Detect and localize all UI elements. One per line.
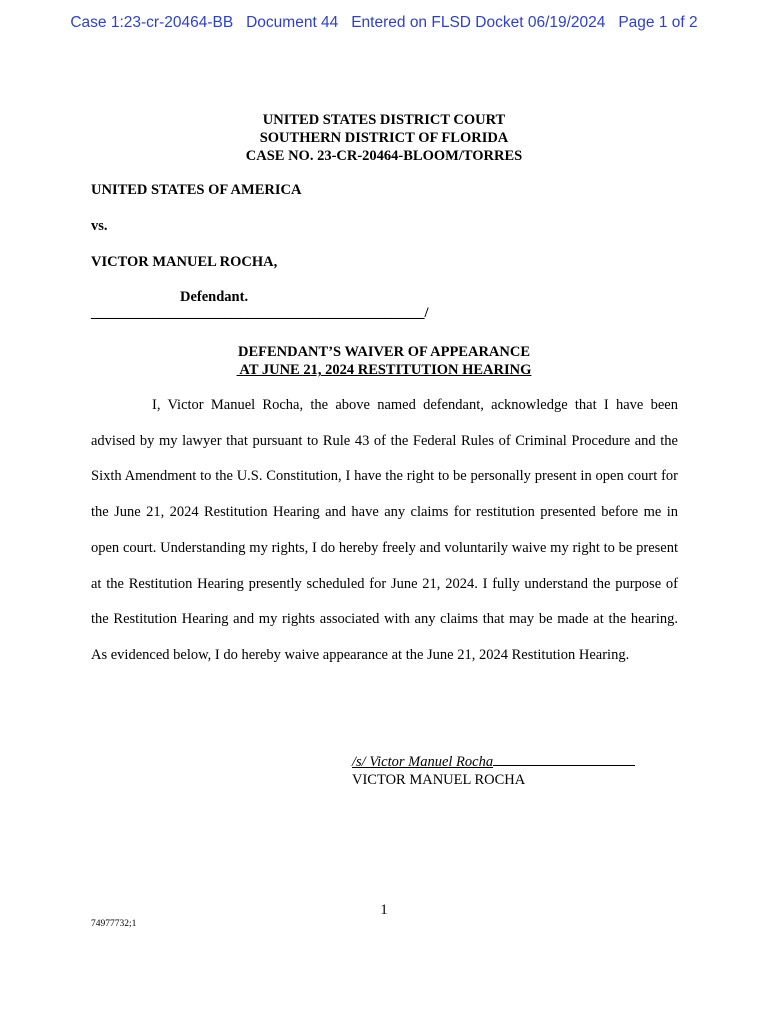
case-number: CASE NO. 23-CR-20464-BLOOM/TORRES xyxy=(245,148,523,164)
versus-label: vs. xyxy=(91,218,108,234)
electronic-signature: /s/ Victor Manuel Rocha xyxy=(352,754,494,770)
page-number: 1 xyxy=(380,902,388,918)
caption-divider: ______________________________________________/ xyxy=(91,305,429,321)
signature-rule xyxy=(493,753,635,766)
waiver-body xyxy=(91,388,678,674)
plaintiff-name: UNITED STATES OF AMERICA xyxy=(91,182,302,198)
signature-line xyxy=(352,753,635,771)
docket-header: Case 1:23-cr-20464-BB Document 44 Entered on FLSD Docket 06/19/2024 Page 1 of 2 xyxy=(70,14,698,31)
signer-name: VICTOR MANUEL ROCHA xyxy=(352,772,526,788)
waiver-paragraph: I, Victor Manuel Rocha, the above named defendant, acknowledge that I have been advised by my lawyer that pursuant to Rule 43 of the Federal Rules of Criminal Procedure and the Sixth Amendment to the U.S. Constitution, I have the right to be personally present in open court for the June 21, 2024 Restitution Hearing and have any claims for restitution presented before me in open court. Understanding my rights, I do hereby freely and voluntarily waive my right to be present at the Restitution Hearing presently scheduled for June 21, 2024. I fully understand the purpose of the Restitution Hearing and my rights associated with any claims that may be made at the hearing. As evidenced below, I do hereby waive appearance at the June 21, 2024 Restitution Hearing. xyxy=(91,397,678,663)
district-name: SOUTHERN DISTRICT OF FLORIDA xyxy=(259,130,509,146)
document-id: 74977732;1 xyxy=(91,919,137,929)
court-name: UNITED STATES DISTRICT COURT xyxy=(262,112,506,128)
defendant-name: VICTOR MANUEL ROCHA, xyxy=(91,254,278,270)
title-line-2: AT JUNE 21, 2024 RESTITUTION HEARING xyxy=(236,362,532,378)
court-heading xyxy=(0,111,768,165)
title-line-1: DEFENDANT’S WAIVER OF APPEARANCE xyxy=(237,344,531,360)
signature-block xyxy=(352,753,635,789)
defendant-label: Defendant. xyxy=(180,289,249,305)
document-title xyxy=(0,343,768,379)
